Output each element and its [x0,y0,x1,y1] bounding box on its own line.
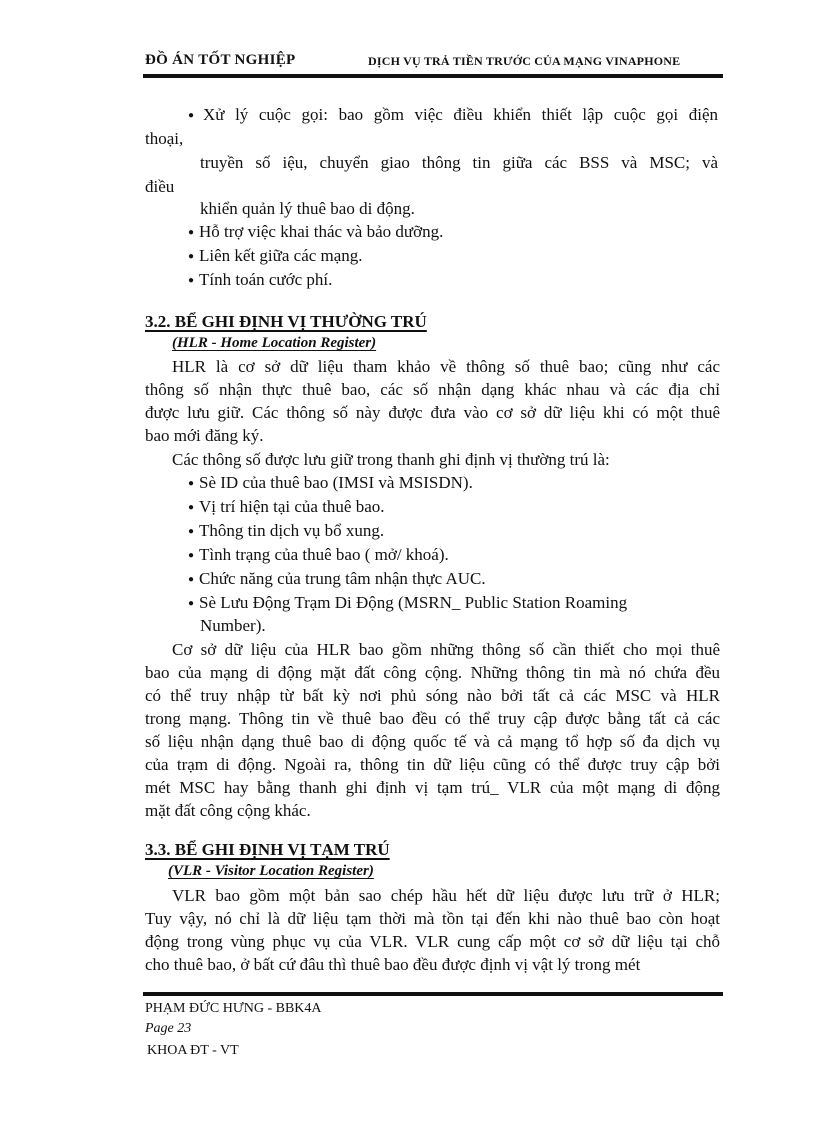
bullet-icon: ● [188,110,195,121]
intro-bullet-1-line-5: khiển quản lý thuê bao di động. [200,199,415,218]
sec32-p1-line-4: bao mới đăng ký. [145,426,264,445]
sec32-p3-line-5: số liệu nhận dạng thuê bao di động quốc tế và cả mạng tổ hợp số đa dịch vụ [145,732,720,751]
bullet-icon: ● [188,574,195,585]
bullet-icon: ● [188,526,195,537]
header-left: ĐỒ ÁN TỐT NGHIỆP [145,52,296,68]
section-3-2-subtitle: (HLR - Home Location Register) [172,335,377,351]
sec32-item-3: Thông tin dịch vụ bổ xung. [199,521,385,540]
section-3-3-subtitle: (VLR - Visitor Location Register) [168,863,374,879]
bullet-icon: ● [188,275,195,286]
intro-bullet-1-line-3: truyền số iệu, chuyển giao thông tin giữa các BSS và MSC; và [200,153,718,172]
footer-page-number: Page 23 [145,1021,192,1036]
header-rule [143,74,723,78]
intro-bullet-1-line-1: Xử lý cuộc gọi: bao gồm việc điều khiển thiết lập cuộc gọi điện [203,105,718,124]
footer-author: PHẠM ĐỨC HƯNG - BBK4A [145,1001,322,1016]
bullet-icon: ● [188,550,195,561]
bullet-icon: ● [188,598,195,609]
sec32-p3-line-4: trong mạng. Thông tin về thuê bao đều có thể truy cập được bằng tất cả các [145,709,720,728]
bullet-icon: ● [188,227,195,238]
sec32-p3-line-3: có thể truy nhập từ bất kỳ nơi phủ sóng nào bởi tất cả các MSC và HLR [145,686,720,705]
intro-bullet-2: Hỗ trợ việc khai thác và bảo dưỡng. [199,222,444,241]
sec33-p1-line-1: VLR bao gồm một bản sao chép hầu hết dữ liệu được lưu trữ ở HLR; [172,886,720,905]
footer-department: KHOA ĐT - VT [147,1043,239,1058]
sec32-p3-line-7: mét MSC hay bằng thanh ghi định vị tạm trú_ VLR của một mạng di động [145,778,720,797]
footer-rule [143,992,723,996]
sec32-p1-line-1: HLR là cơ sở dữ liệu tham khảo về thông số thuê bao; cũng như các [172,357,720,376]
sec32-item-1: Sè ID của thuê bao (IMSI và MSISDN). [199,473,473,492]
sec32-p1-line-3: được lưu giữ. Các thông số này được đưa vào cơ sở dữ liệu khi có một thuê [145,403,720,422]
sec32-p3-line-1: Cơ sở dữ liệu của HLR bao gồm những thông số cần thiết cho mọi thuê [172,640,720,659]
sec32-item-6: Sè Lưu Động Trạm Di Động (MSRN_ Public Station Roaming [199,593,628,612]
sec32-item-2: Vị trí hiện tại của thuê bao. [199,497,385,516]
header-right: DỊCH VỤ TRẢ TIỀN TRƯỚC CỦA MẠNG VINAPHONE [368,54,681,68]
bullet-icon: ● [188,478,195,489]
intro-bullet-3: Liên kết giữa các mạng. [199,246,363,265]
sec32-p3-line-8: mặt đất công cộng khác. [145,801,311,820]
sec32-p1-line-2: thông số nhận thực thuê bao, các số nhận dạng khác nhau và các địa chỉ [145,380,720,399]
sec33-p1-line-2: Tuy vậy, nó chỉ là dữ liệu tạm thời mà tồn tại đến khi nào thuê bao còn hoạt [145,909,720,928]
sec32-item-6-continued: Number). [200,616,266,635]
sec32-p3-line-2: bao của mạng di động mặt đất công cộng. Những thông tin mà nó chứa đều [145,663,720,682]
sec33-p1-line-4: cho thuê bao, ở bất cứ đâu thì thuê bao đều được định vị vật lý trong mét [145,955,641,974]
sec33-p1-line-3: động trong vùng phục vụ của VLR. VLR cung cấp một cơ sở dữ liệu tại chỗ [145,932,720,951]
intro-bullet-1-line-2: thoại, [145,129,184,148]
section-3-2-title: 3.2. BỂ GHI ĐỊNH VỊ THƯỜNG TRÚ [145,312,427,331]
sec32-p3-line-6: của trạm di động. Ngoài ra, thông tin dữ liệu cũng có thể được truy cập bởi [145,755,720,774]
bullet-icon: ● [188,251,195,262]
sec32-item-4: Tình trạng của thuê bao ( mở/ khoá). [199,545,449,564]
section-3-3-title: 3.3. BỂ GHI ĐỊNH VỊ TẠM TRÚ [145,840,390,859]
intro-bullet-4: Tính toán cước phí. [199,270,333,289]
sec32-item-5: Chức năng của trung tâm nhận thực AUC. [199,569,486,588]
sec32-p2: Các thông số được lưu giữ trong thanh ghi định vị thường trú là: [172,450,610,469]
intro-bullet-1-line-4: điều [145,177,175,196]
bullet-icon: ● [188,502,195,513]
